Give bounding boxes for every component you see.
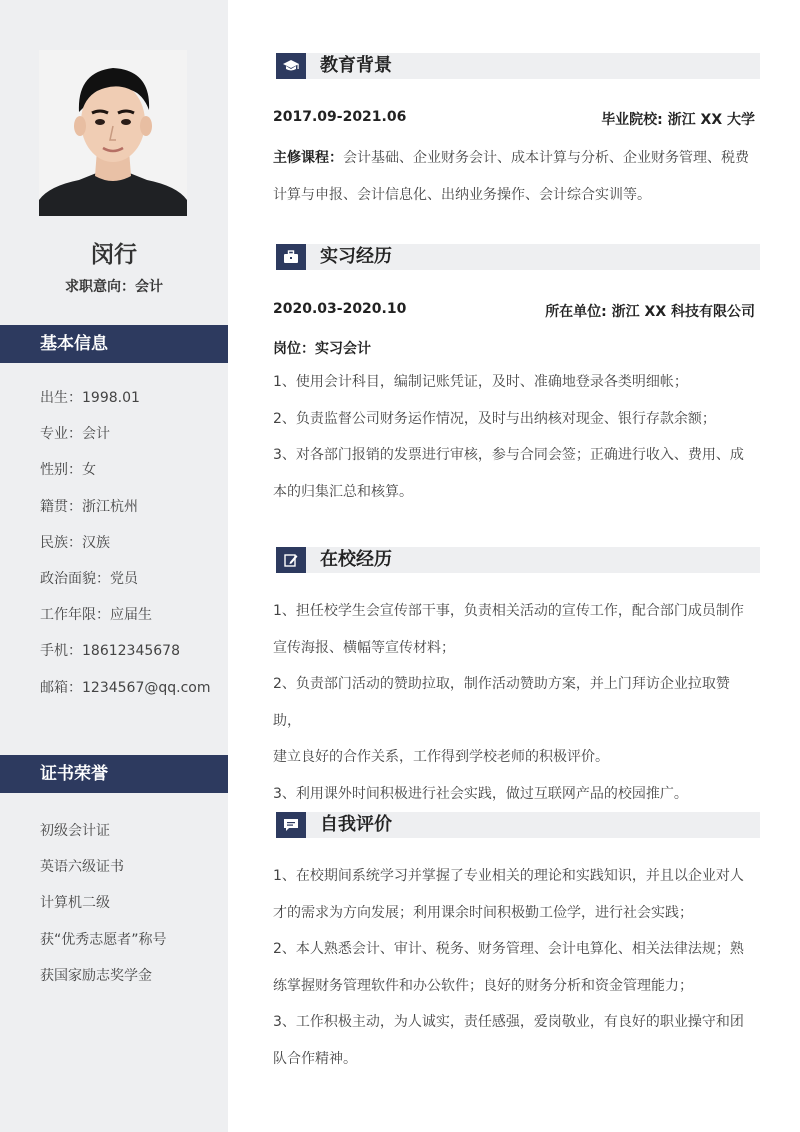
honor-item: 初级会计证 bbox=[40, 823, 110, 839]
internship-duties bbox=[273, 364, 755, 510]
self-eval-title: 自我评价 bbox=[320, 814, 392, 835]
job-intent-value: 会计 bbox=[135, 279, 163, 295]
candidate-name: 闵行 bbox=[91, 242, 137, 268]
info-birth: 出生：1998.01 bbox=[40, 390, 140, 406]
internship-period: 2020.03-2020.10 bbox=[273, 301, 407, 317]
honors-header: 证书荣誉 bbox=[0, 755, 228, 793]
education-title: 教育背景 bbox=[320, 55, 392, 76]
graduation-cap-icon bbox=[276, 53, 306, 79]
internship-section-header bbox=[276, 244, 760, 270]
basic-info-list bbox=[40, 387, 220, 713]
info-email: 邮箱：1234567@qq.com bbox=[40, 679, 211, 696]
info-gender: 性别：女 bbox=[40, 462, 96, 479]
briefcase-icon bbox=[276, 244, 306, 270]
education-courses bbox=[273, 140, 755, 213]
education-period: 2017.09-2021.06 bbox=[273, 109, 407, 125]
self-eval-line: 队合作精神。 bbox=[273, 1050, 357, 1067]
self-eval-line: 2、本人熟悉会计、审计、税务、财务管理、会计电算化、相关法律法规；熟 bbox=[273, 941, 744, 957]
job-intent-label: 求职意向： bbox=[65, 279, 135, 295]
info-phone: 手机：18612345678 bbox=[40, 643, 180, 660]
self-eval-content bbox=[273, 858, 755, 1077]
self-eval-line: 1、在校期间系统学习并掌握了专业相关的理论和实践知识，并且以企业对人 bbox=[273, 868, 744, 884]
honor-item: 获“优秀志愿者”称号 bbox=[40, 931, 167, 948]
campus-line: 建立良好的合作关系，工作得到学校老师的积极评价。 bbox=[273, 749, 609, 765]
info-political-status: 政治面貌：党员 bbox=[40, 570, 138, 587]
courses-line: 会计基础、企业财务会计、成本计算与分析、企业财务管理、税费 bbox=[343, 150, 749, 166]
duty-line: 3、对各部门报销的发票进行审核，参与合同会签；正确进行收入、费用、成 bbox=[273, 447, 744, 463]
self-eval-line: 3、工作积极主动，为人诚实，责任感强，爱岗敬业，有良好的职业操守和团 bbox=[273, 1014, 744, 1030]
duty-line: 1、使用会计科目，编制记账凭证，及时、准确地登录各类明细帐； bbox=[273, 374, 688, 390]
honor-item: 英语六级证书 bbox=[40, 859, 124, 876]
info-work-years: 工作年限：应届生 bbox=[40, 607, 152, 624]
internship-company: 所在单位: 浙江 XX 科技有限公司 bbox=[545, 304, 755, 320]
self-eval-line: 练掌握财务管理软件和办公软件；良好的财务分析和资金管理能力； bbox=[273, 977, 693, 994]
education-school: 毕业院校: 浙江 XX 大学 bbox=[601, 112, 755, 128]
comment-icon bbox=[276, 812, 306, 838]
honor-item: 计算机二级 bbox=[40, 895, 110, 912]
self-eval-line: 才的需求为方向发展；利用课余时间积极勤工俭学，进行社会实践； bbox=[273, 904, 693, 921]
info-major: 专业：会计 bbox=[40, 426, 110, 443]
campus-title: 在校经历 bbox=[320, 549, 392, 570]
education-section-header bbox=[276, 53, 760, 79]
internship-title: 实习经历 bbox=[320, 246, 392, 267]
campus-content bbox=[273, 593, 755, 812]
courses-line: 计算与申报、会计信息化、出纳业务操作、会计综合实训等。 bbox=[273, 186, 651, 203]
campus-section-header bbox=[276, 547, 760, 573]
internship-position: 岗位：实习会计 bbox=[273, 341, 371, 357]
duty-line: 2、负责监督公司财务运作情况，及时与出纳核对现金、银行存款余额； bbox=[273, 410, 716, 427]
internship-row bbox=[273, 301, 755, 321]
info-ethnicity: 民族：汉族 bbox=[40, 534, 110, 551]
honors-list bbox=[40, 820, 220, 1001]
campus-line: 3、利用课外时间积极进行社会实践，做过互联网产品的校园推广。 bbox=[273, 785, 688, 802]
courses-label: 主修课程： bbox=[273, 150, 343, 166]
campus-line: 2、负责部门活动的赞助拉取，制作活动赞助方案，并上门拜访企业拉取赞助， bbox=[273, 676, 730, 729]
job-intent bbox=[0, 276, 228, 296]
basic-info-header: 基本信息 bbox=[0, 325, 228, 363]
edit-icon bbox=[276, 547, 306, 573]
education-row bbox=[273, 109, 755, 129]
duty-line: 本的归集汇总和核算。 bbox=[273, 483, 413, 500]
honor-item: 获国家励志奖学金 bbox=[40, 967, 152, 984]
self-eval-section-header bbox=[276, 812, 760, 838]
campus-line: 1、担任校学生会宣传部干事，负责相关活动的宣传工作，配合部门成员制作 bbox=[273, 603, 744, 619]
profile-photo bbox=[39, 50, 187, 216]
sidebar bbox=[0, 0, 228, 1132]
info-hometown: 籍贯：浙江杭州 bbox=[40, 498, 138, 515]
campus-line: 宣传海报、横幅等宣传材料； bbox=[273, 639, 455, 656]
